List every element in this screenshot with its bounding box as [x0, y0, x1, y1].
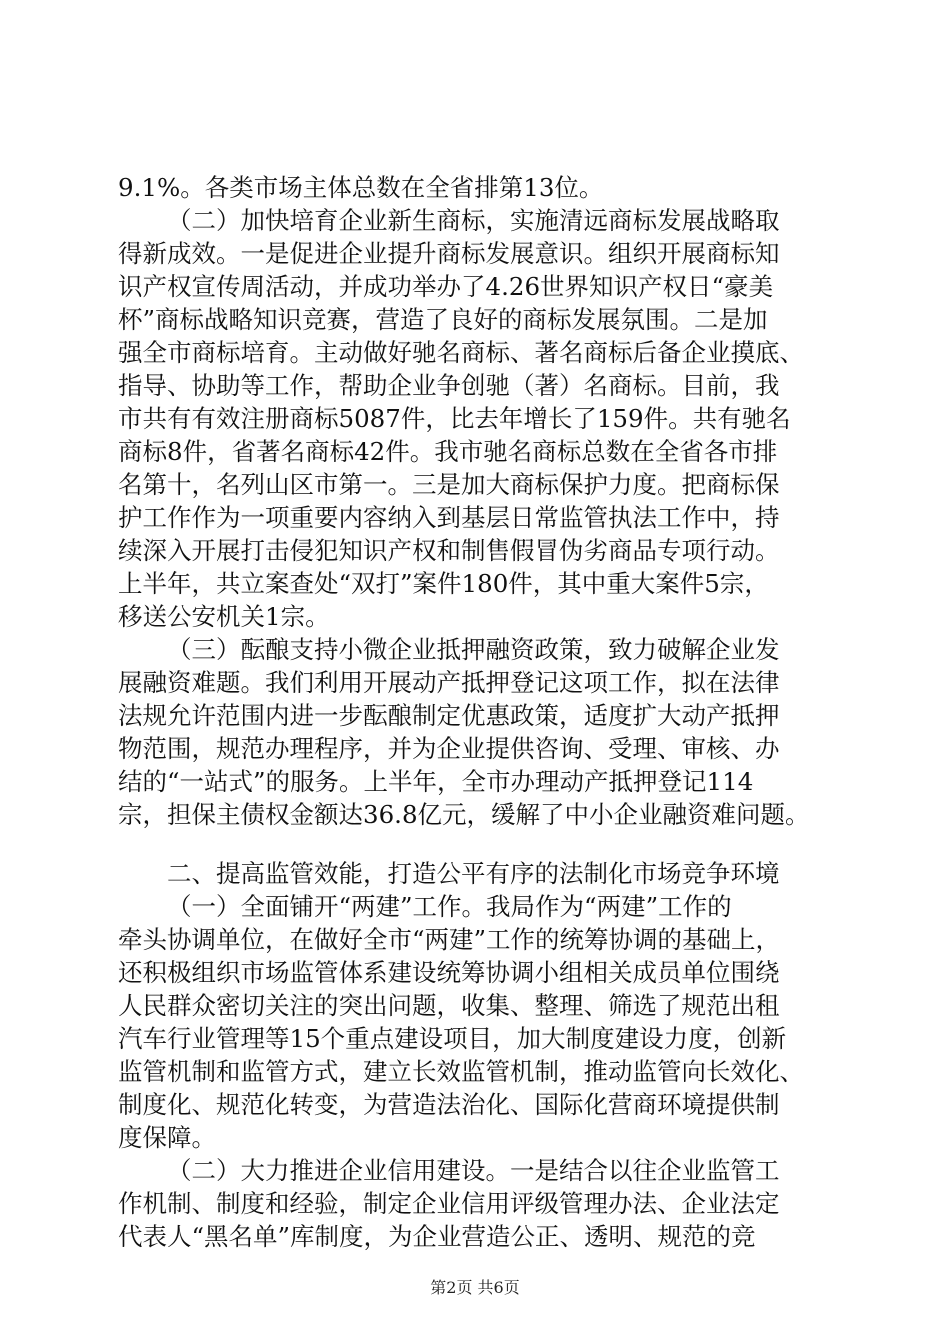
text-line: 护工作作为一项重要内容纳入到基层日常监管执法工作中，持: [118, 503, 780, 532]
text-line: 作机制、制度和经验，制定企业信用评级管理办法、企业法定: [118, 1189, 780, 1218]
text-line: 杯”商标战略知识竞赛，营造了良好的商标发展氛围。二是加: [118, 305, 768, 334]
text-line: 人民群众密切关注的突出问题，收集、整理、筛选了规范出租: [118, 991, 780, 1020]
text-line: 法规允许范围内进一步酝酿制定优惠政策，适度扩大动产抵押: [118, 701, 780, 730]
text-line: 宗，担保主债权金额达36.8亿元，缓解了中小企业融资难问题。: [118, 800, 810, 829]
text-line: 名第十，名列山区市第一。三是加大商标保护力度。把商标保: [118, 470, 780, 499]
section-heading: 二、提高监管效能，打造公平有序的法制化市场竞争环境: [167, 859, 780, 888]
paragraph-heading-line: （一）全面铺开“两建”工作。我局作为“两建”工作的: [167, 892, 732, 921]
text-line: 汽车行业管理等15个重点建设项目，加大制度建设力度，创新: [118, 1024, 787, 1053]
text-line: 得新成效。一是促进企业提升商标发展意识。组织开展商标知: [118, 239, 780, 268]
text-line: 指导、协助等工作，帮助企业争创驰（著）名商标。目前，我: [118, 371, 780, 400]
text-line: 展融资难题。我们利用开展动产抵押登记这项工作，拟在法律: [118, 668, 780, 697]
text-line: 代表人“黑名单”库制度，为企业营造公正、透明、规范的竞: [118, 1222, 756, 1251]
text-line: 制度化、规范化转变，为营造法治化、国际化营商环境提供制: [118, 1090, 780, 1119]
text-line: 还积极组织市场监管体系建设统筹协调小组相关成员单位围绕: [118, 958, 780, 987]
text-line: 上半年，共立案查处“双打”案件180件，其中重大案件5宗，: [118, 569, 769, 598]
text-line: 商标8件，省著名商标42件。我市驰名商标总数在全省各市排: [118, 437, 778, 466]
page-number-footer: 第2页 共6页: [430, 1278, 520, 1297]
paragraph-heading-line: （三）酝酿支持小微企业抵押融资政策，致力破解企业发: [167, 635, 780, 664]
text-line: 强全市商标培育。主动做好驰名商标、著名商标后备企业摸底、: [118, 338, 804, 367]
text-line: 市共有有效注册商标5087件，比去年增长了159件。共有驰名: [118, 404, 791, 433]
text-line: 结的“一站式”的服务。上半年，全市办理动产抵押登记114: [118, 767, 754, 796]
text-line: 9.1%。各类市场主体总数在全省排第13位。: [118, 173, 604, 202]
paragraph-heading-line: （二）大力推进企业信用建设。一是结合以往企业监管工: [167, 1156, 780, 1185]
paragraph-heading-line: （二）加快培育企业新生商标，实施清远商标发展战略取: [167, 206, 780, 235]
text-line: 识产权宣传周活动，并成功举办了4.26世界知识产权日“豪美: [118, 272, 774, 301]
text-line: 牵头协调单位，在做好全市“两建”工作的统筹协调的基础上，: [118, 925, 781, 954]
text-line: 移送公安机关1宗。: [118, 602, 330, 631]
text-line: 监管机制和监管方式，建立长效监管机制，推动监管向长效化、: [118, 1057, 804, 1086]
text-line: 度保障。: [118, 1123, 216, 1152]
text-line: 物范围，规范办理程序，并为企业提供咨询、受理、审核、办: [118, 734, 780, 763]
text-line: 续深入开展打击侵犯知识产权和制售假冒伪劣商品专项行动。: [118, 536, 780, 565]
